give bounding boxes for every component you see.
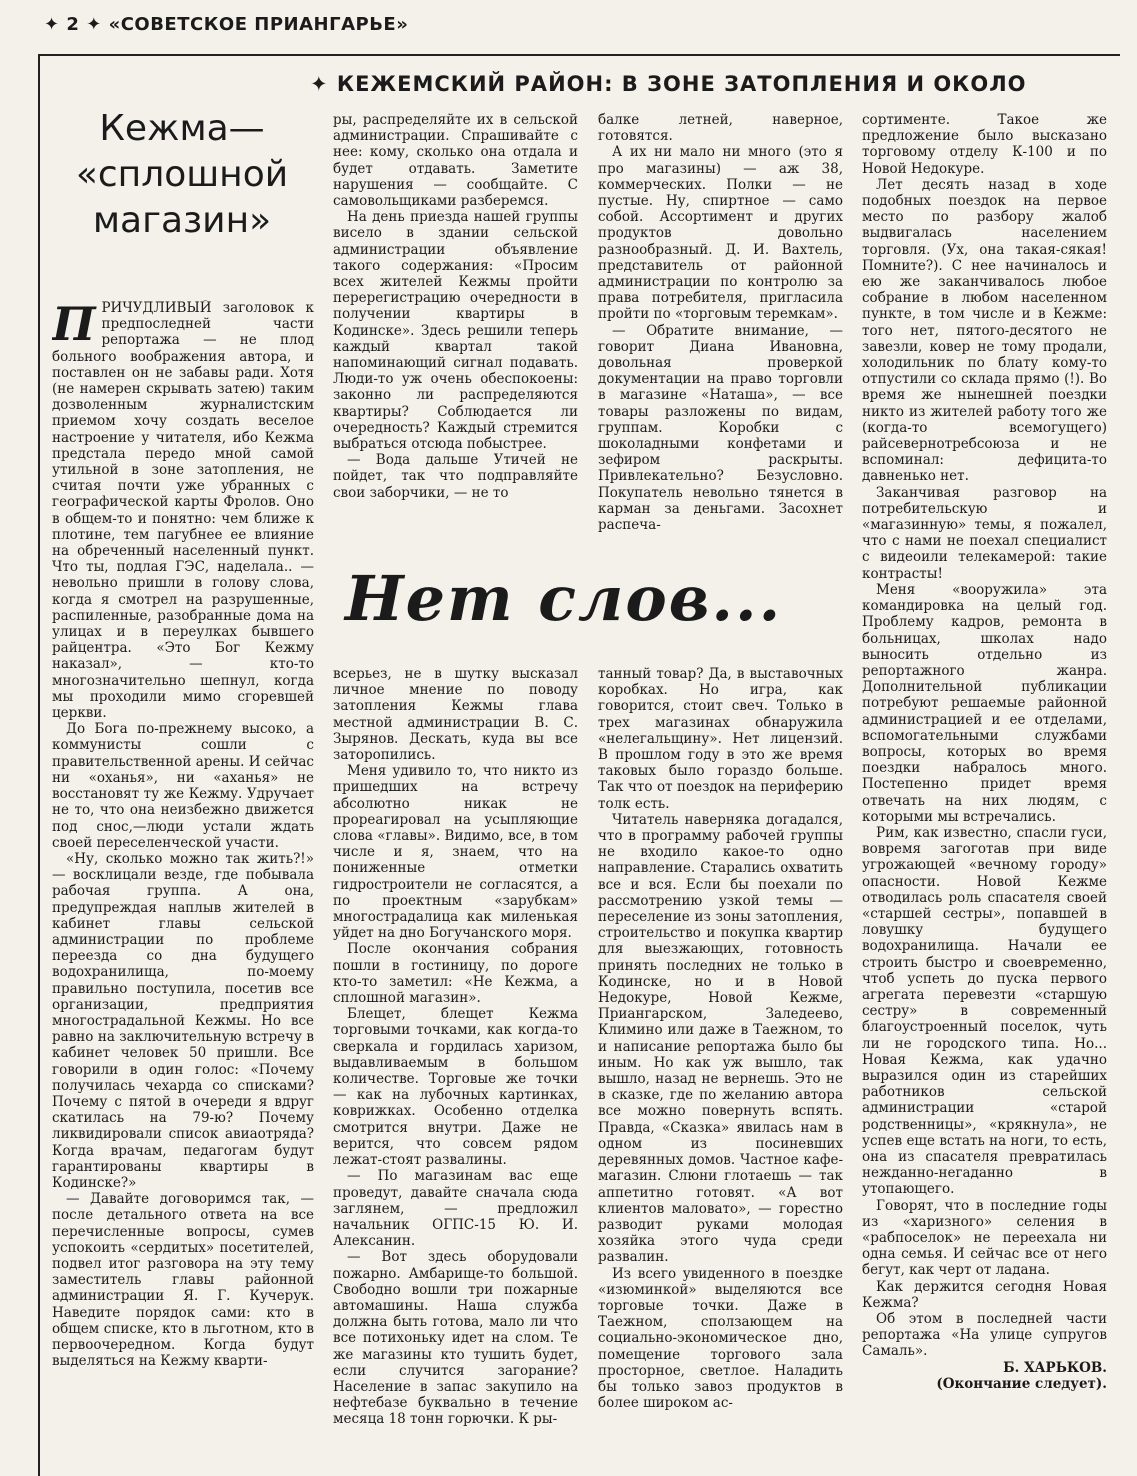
column-2-bottom [333,666,578,1466]
paragraph: Из всего увиденного в поездке «изюминкой» выделяются все торговые точки. Даже в Таежном, сползающем на социально-экономическое дно, помещение торгового зала просторное, светлое. Наладить бы только завоз продуктов в более широком ас- [598,1265,843,1412]
continued-note: (Окончание следует). [936,1375,1107,1392]
paragraph: Блещет, блещет Кежма торговыми точками, как когда-то сверкала и гордилась харизом, выдавливаемым в большом количестве. Торговые же точки — как на лубочных картинках, коврижках. Особенно отделка смотрится внутри. Даже не верится, что совсем рядом лежат-стоят развалины. [333,1006,578,1169]
paragraph: — Обратите внимание, — говорит Диана Ивановна, довольная проверкой документации на право торговли в магазине «Наташа», — все товары разложены по видам, группам. Коробки с шоколадными конфетами и зефиром раскрыты. Привлекательно? Безусловно. Покупатель невольно тянется в карман за деньгами. Засохнет распеча- [598,322,843,532]
diamond-icon: ✦ [86,14,102,35]
paragraph: — Вода дальше Утичей не пойдет, так что подправляйте свои заборчики, — не то [333,452,578,501]
big-headline: Нет слов... [345,562,783,635]
page-number: 2 [66,14,80,35]
column-1 [52,300,314,1468]
drop-cap: П [52,300,96,351]
paragraph: Говорят, что в последние годы из «харизного» селения в «рабпоселок» не переехала ни одна семья. И сейчас все от него бегут, как черт от ладана. [862,1197,1107,1279]
paragraph: — По магазинам вас еще проведут, давайте сначала сюда заглянем, — предложил начальник ОГПС-15 Ю. И. Алексанин. [333,1168,578,1250]
paragraph: Рим, как известно, спасли гуси, вовремя загоготав при виде угрожающей «вечному городу» опасности. Новой Кежме отводилась роль спасателя своей «старшей сестры», попавшей в ловушку будущего водохранилища. Начали ее строить быстро и своевременно, чтоб успеть до пуска первого агрегата перевезти «старшую сестру» в современный благоустроенный поселок, чуть ли не городского типа. Но... Новая Кежма, как удачно выразился один из старейших работников сельской администрации «старой родственницы», «крякнула», не успев еще встать на ноги, то есть, она из спасателя превратилась нежданно-негаданно в утопающего. [862,824,1107,1198]
paragraph: всерьез, не в шутку высказал личное мнение по поводу затопления Кежмы глава местной администрации В. С. Зырянов. Дескать, куда вы все заторопились. [333,666,578,764]
paragraph: А их ни мало ни много (это я про магазины) — аж 38, коммерческих. Полки — не пустые. Ну, спиртное — само собой. Ассортимент и других продуктов довольно разнообразный. Д. И. Вахтель, представитель от районной администрации по контролю за права потребителя, пригласила пройти по «торговым теремкам». [598,144,843,323]
section-rubric: ✦ КЕЖЕМСКИЙ РАЙОН: В ЗОНЕ ЗАТОПЛЕНИЯ И ОКОЛО [310,72,1027,96]
paragraph: Читатель наверняка догадался, что в программу рабочей группы не входило какое-то одно направление. Старались охватить все и вся. Если бы поехали по рассмотрению узкой темы — переселение из зоны затопления, строительство и покупка квартир для выезжающих, готовность принять последних не только в Кодинске, но и в Новой Недокуре, Новой Кежме, Приангарском, Заледеево, Климино или даже в Таежном, то и написание репортажа было бы иным. Но как уж вышло, так вышло, назад не вернешь. Это не в сказке, где по желанию автора все можно повернуть вспять. Правда, «Сказка» явилась нам в одном из посиневших деревянных домов. Частное кафе-магазин. Слюни глотаешь — так аппетитно готовят. «А вот клиентов маловато», — горестно разводит руками молодая хозяйка этого чуда среди развалин. [598,811,843,1266]
column-3-top [598,112,843,532]
paragraph: Заканчивая разговор на потребительскую и «магазинную» темы, я пожалел, что с нами не поехал специалист с видеоили телекамерой: такие контрасты! [862,484,1107,582]
paragraph: Меня «вооружила» эта командировка на целый год. Проблему кадров, ремонта в больницах, школах надо выносить отдельно из репортажного жанра. Дополнительной публикации потребуют решаемые районной администрацией и ее отделами, вспомогательными службами вопросы, которых во время поездки набралось много. Постепенно придет время отвечать на них людям, с которыми мы встречались. [862,581,1107,825]
paragraph: Как держится сегодня Новая Кежма? [862,1278,1107,1311]
newspaper-name: «СОВЕТСКОЕ ПРИАНГАРЬЕ» [108,14,409,35]
diamond-icon: ✦ [44,14,60,35]
paragraph: ры, распределяйте их в сельской администрации. Спрашивайте с нее: кому, сколько она отдала и будет отдавать. Заметите нарушения — сообщайте. С самовольщиками разберемся. [333,112,578,210]
article-title: Кежма— «сплошной магазин» [75,108,289,241]
column-2-top [333,112,578,532]
paragraph: — Давайте договоримся так, — после детального ответа на все перечисленные вопросы, сумев успокоить «сердитых» посетителей, подвел итог разговора на эту тему заместитель главы районной администрации Я. Г. Кучерук. Наведите порядок сами: кто в общем списке, кто в льготном, кто в первоочередном. Когда будут выделяться на Кежму кварти- [52,1191,314,1370]
paragraph: После окончания собрания пошли в гостиницу, по дороге кто-то заметил: «Не Кежма, а сплошной магазин». [333,941,578,1007]
paragraph: До Бога по-прежнему высоко, а коммунисты сошли с правительственной арены. И сейчас ни «оханья», ни «аханья» не восстановят ту же Кежму. Удручает не то, что она неизбежно движется под снос,—люди устали ждать своей переселенческой участи. [52,721,314,851]
paragraph: Об этом в последней части репортажа «На улице супругов Самаль». [862,1311,1107,1360]
paragraph: ПРИЧУДЛИВЫЙ заголовок к предпоследней части репортажа — не плод больного воображения автора, и поставлен он не забавы ради. Хотя (не намерен скрывать затею) таким дозволенным журналистским приемом хочу создать веселое настроение у читателя, ибо Кежма предстала передо мной самой утильной в зоне затопления, не считая почти уже убранных с географической карты Фролов. Оно в общем-то и понятно: чем ближе к плотине, тем пагубнее ее влияние на обреченный населенный пункт. Что ты, подлая ГЭС, наделала.. — невольно пришли в голову слова, когда я смотрел на разрушенные, распиленные, разобранные дома на улицах и в переулках бывшего райцентра. «Это Бог Кежму наказал», — кто-то многозначительно шепнул, когда мы проходили мимо сгоревшей церкви. [52,300,314,722]
column-3-bottom [598,666,843,1466]
paragraph: сортименте. Такое же предложение было высказано торговому отделу К-100 и по Новой Недокуре. [862,112,1107,177]
paragraph: «Ну, сколько можно так жить?!» — восклицали везде, где побывала рабочая группа. А она, предупреждая наплыв жителей в кабинет главы сельской администрации по проблеме переезда со дна будущего водохранилища, по-моему правильно поступила, посетив все организации, предприятия многострадальной Кежмы. Но все равно на заключительную встречу в кабинет человек 50 пришли. Все говорили в один голос: «Почему получилась чехарда со списками? Почему с пятой в очереди я вдруг скатилась на 79-ю? Почему ликвидировали список авиаотряда? Когда врачам, педагогам будут гарантированы квартиры в Кодинске?» [52,850,314,1191]
paragraph: — Вот здесь оборудовали пожарно. Амбарище-то большой. Свободно вошли три пожарные автомашины. Наша служба должна быть готова, мало ли что все потихоньку идет на слом. Те же магазины кто тушить будет, если случится загорание? Население в запас закупило на нефтебазе буквально в течение месяца 18 тонн горючки. К ры- [333,1249,578,1428]
paragraph: танный товар? Да, в выставочных коробках. Но игра, как говорится, стоит свеч. Только в трех магазинах обнаружила «нелегальщину». Нет лицензий. В прошлом году в это же время таковых было гораздо больше. Так что от поездок на периферию толк есть. [598,666,843,812]
paragraph: балке летней, наверное, готовятся. [598,112,843,145]
paragraph: На день приезда нашей группы висело в здании сельской администрации объявление такого содержания: «Просим всех жителей Кежмы пройти перерегистрацию очередности в получении квартиры в Кодинске». Здесь решили теперь каждый квартал такой напоминающий сигнал подавать. Люди-то уж очень обеспокоены: законно ли распределяются квартиры? Соблюдается ли очередность? Каждый стремится выбраться отсюда побыстрее. [333,209,578,453]
paragraph: Лет десять назад в ходе подобных поездок на первое место по разбору жалоб выдвигалась населением торговля. (Ух, она такая-сякая! Помните?). С нее начиналось и ею же заканчивалось любое собрание в любом населенном пункте, в том числе и в Кежме: того нет, пятого-десятого не завезли, ковер не тому продали, холодильник по блату кому-то отпустили со склада прямо (!). Во время же нынешней поездки никто из жителей работу того же (когда-то всемогущего) райсевернотребсоюза и не вспоминал: дефицита-то давненько нет. [862,176,1107,485]
author-signature: Б. ХАРЬКОВ. [1003,1359,1107,1376]
page-header [44,14,408,35]
paragraph: Меня удивило то, что никто из пришедших на встречу абсолютно никак не прореагировал на усыпляющие слова «главы». Видимо, все, в том числе и я, знаем, что на пониженные отметки гидростроители не согласятся, а по проектным «зарубкам» многострадалица как миленькая уйдет на дно Богучанского моря. [333,763,578,942]
column-4 [862,112,1107,1464]
diamond-icon: ✦ [310,72,337,96]
